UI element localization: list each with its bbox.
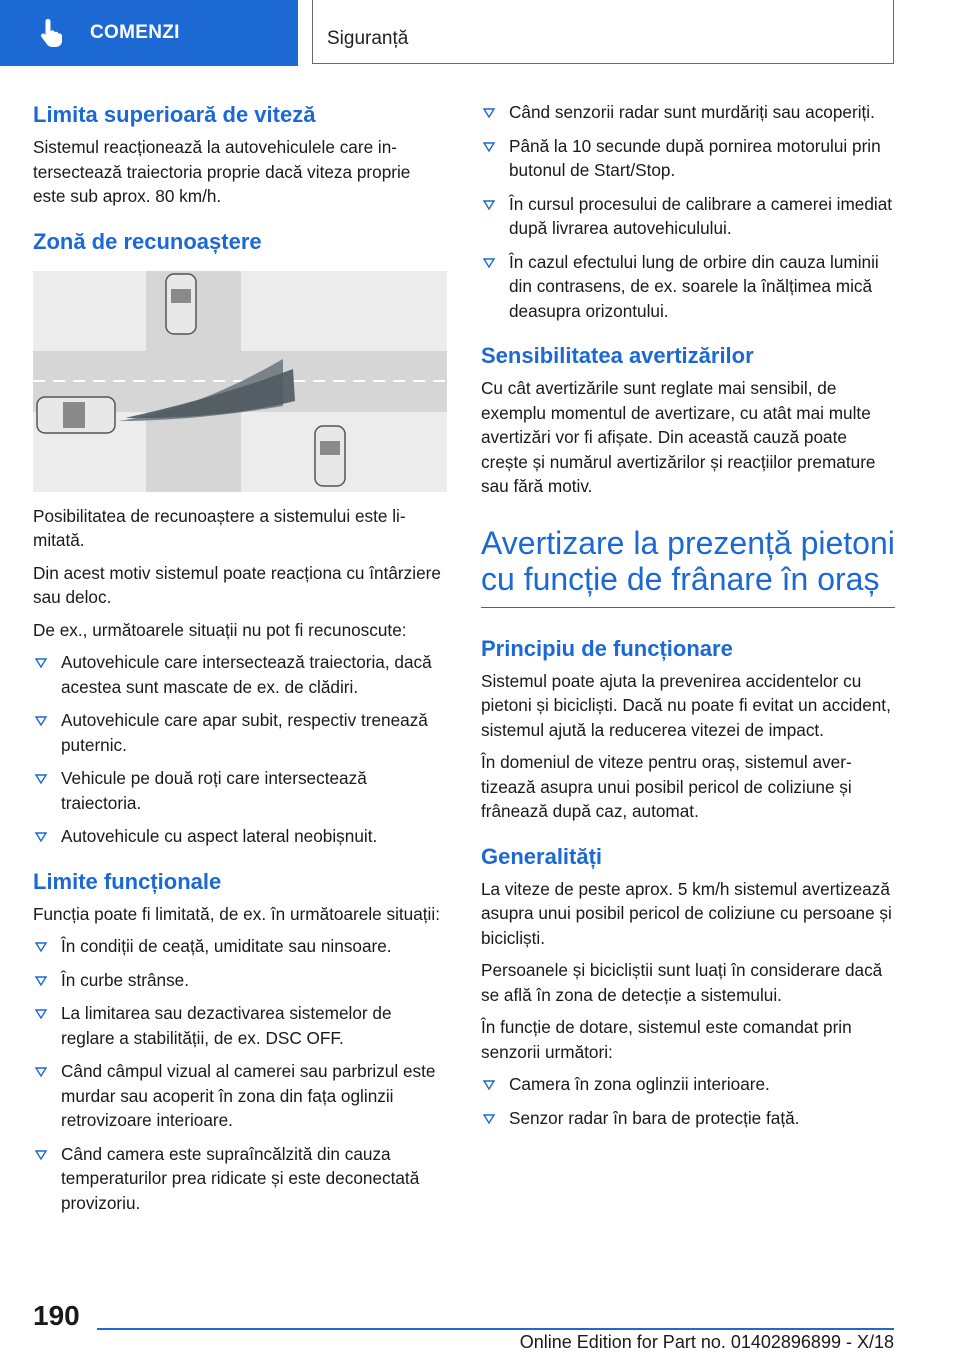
triangle-bullet-icon [483, 1114, 495, 1124]
heading-warning-sensitivity: Sensibilitatea avertizărilor [481, 343, 754, 368]
right-column [481, 100, 895, 1139]
list-item: Până la 10 secunde după pornirea motorului prin butonul de Start/Stop. [481, 134, 895, 183]
list-item: Vehicule pe două roți care intersectează traiectoria. [33, 766, 447, 815]
heading-operating-principle: Principiu de funcționare [481, 635, 733, 661]
paragraph: Posibilitatea de recunoaștere a sistemului este limitată. [33, 505, 406, 550]
list-item: În curbe strânse. [33, 968, 447, 993]
list-item: În condiții de ceață, umiditate sau ninsoare. [33, 934, 447, 959]
list-item: În cursul procesului de calibrare a camerei imediat după livrarea autovehiculului. [481, 192, 895, 241]
triangle-bullet-icon [483, 258, 495, 268]
paragraph: Sistemul poate ajuta la prevenirea accidentelor cu pietoni și bicicliști. Dacă nu poate fi evitat un accident, sistemul ajută la reducerea vitezei de impact. [481, 670, 891, 740]
triangle-bullet-icon [35, 832, 47, 842]
unrecognized-situations-list [33, 650, 447, 849]
heading-functional-limits: Limite funcționale [33, 868, 222, 894]
paragraph: La viteze de peste aprox. 5 km/h sistemul avertizează asupra unui posibil pericol de coliziune cu persoane și bicicliști. [481, 878, 892, 948]
list-item: Autovehicule care intersectează traiectoria, dacă acestea sunt mascate de ex. de clădiri. [33, 650, 447, 699]
section-tab [312, 0, 894, 64]
paragraph: Sistemul reacționează la autovehiculele care intersectează traiectoria proprie dacă viteza proprie este sub aprox. 80 km/h. [33, 137, 411, 206]
paragraph: Cu cât avertizările sunt reglate mai sensibil, de exemplu momentul de avertizare, cu atât mai multe avertizări vor fi afișate. Din această cauză poate crește și numărul avertizărilor și reacțiilor premature sau fără motiv. [481, 378, 876, 496]
triangle-bullet-icon [483, 1080, 495, 1090]
paragraph: În domeniul de viteze pentru oraș, sistemul avertizează asupra unui posibil pericol de coliziune și frânează după caz, automat. [481, 752, 852, 821]
section-label: Siguranță [327, 28, 409, 49]
page-header [0, 0, 960, 66]
list-item: Autovehicule care apar subit, respectiv trenează puternic. [33, 708, 447, 757]
limits-list-continued [481, 100, 895, 323]
triangle-bullet-icon [483, 108, 495, 118]
sensors-list [481, 1072, 895, 1130]
list-item: La limitarea sau dezactivarea sistemelor de reglare a stabilității, de ex. DSC OFF. [33, 1001, 447, 1050]
triangle-bullet-icon [35, 942, 47, 952]
page-number: 190 [33, 1300, 80, 1331]
footer-divider [97, 1328, 894, 1330]
triangle-bullet-icon [35, 976, 47, 986]
paragraph: În funcție de dotare, sistemul este comandat prin senzorii următori: [481, 1017, 852, 1062]
list-item: Când câmpul vizual al camerei sau parbrizul este murdar sau acoperit în zona din fața oglinzii retrovizoare interioare. [33, 1059, 447, 1133]
page-footer [0, 1290, 960, 1362]
triangle-bullet-icon [35, 716, 47, 726]
triangle-bullet-icon [35, 658, 47, 668]
edition-note: Online Edition for Part no. 01402896899 - X/18 [519, 1332, 894, 1352]
section-title-pedestrian-warning: Avertizare la prezență pietoni cu funcție de frânare în oraș [481, 525, 895, 608]
hand-pointer-icon [36, 16, 70, 50]
triangle-bullet-icon [35, 1150, 47, 1160]
chapter-tab-start[interactable] [0, 0, 298, 66]
list-item: În cazul efectului lung de orbire din cauza luminii din contrasens, de ex. soarele la înălțimea mică deasupra orizontului. [481, 250, 895, 324]
paragraph: Persoanele și bicicliștii sunt luați în considerare dacă se află în zona de detecție a sistemului. [481, 960, 883, 1005]
detection-zone-illustration [33, 271, 447, 492]
list-item: Autovehicule cu aspect lateral neobișnuit. [33, 824, 447, 849]
paragraph: De ex., următoarele situații nu pot fi recunoscute: [33, 619, 407, 640]
triangle-bullet-icon [35, 1067, 47, 1077]
heading-speed-limit: Limita superioară de viteză [33, 102, 316, 127]
list-item: Camera în zona oglinzii interioare. [481, 1072, 895, 1097]
paragraph: Din acest motiv sistemul poate reacționa cu întârziere sau deloc. [33, 562, 441, 607]
triangle-bullet-icon [35, 1009, 47, 1019]
list-item: Senzor radar în bara de protecție față. [481, 1106, 895, 1131]
heading-general: Generalități [481, 843, 603, 869]
triangle-bullet-icon [483, 142, 495, 152]
list-item: Când camera este supraîncălzită din cauza temperaturilor prea ridicate și este deconectată provizoriu. [33, 1142, 447, 1216]
triangle-bullet-icon [35, 774, 47, 784]
left-column [33, 100, 447, 1224]
heading-detection-zone: Zonă de recunoaștere [33, 228, 262, 254]
triangle-bullet-icon [483, 200, 495, 210]
list-item: Când senzorii radar sunt murdăriți sau acoperiți. [481, 100, 895, 125]
chapter-label: COMENZI [90, 22, 180, 43]
limits-list [33, 934, 447, 1215]
paragraph: Funcția poate fi limitată, de ex. în următoarele situații: [33, 903, 440, 924]
